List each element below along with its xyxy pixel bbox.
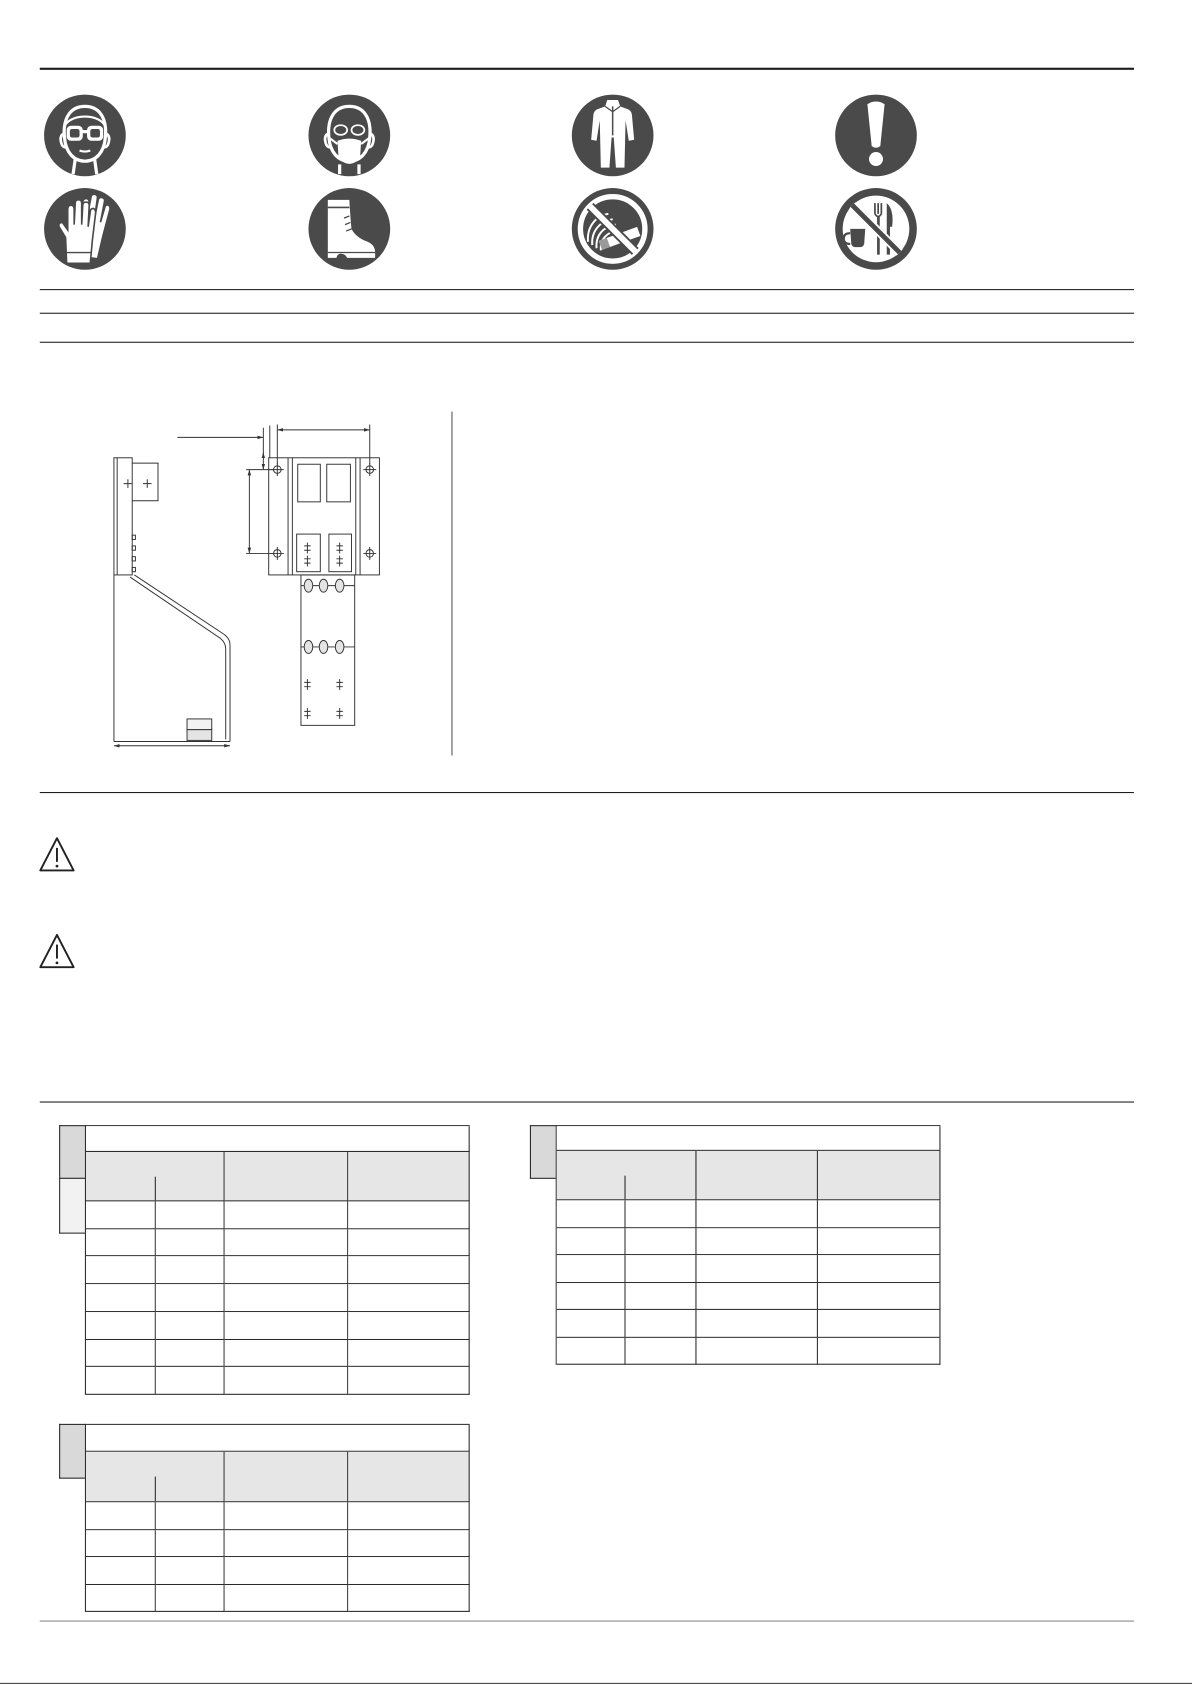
table-2 [556,1125,941,1365]
protective-suit-icon [572,95,654,177]
column-divider [451,412,452,756]
dimension-lines [114,424,370,745]
table-cell [557,1283,626,1310]
table-header-cell [348,1152,469,1201]
front-view [269,458,380,726]
table-cell [86,1229,156,1257]
table-cell [156,1257,225,1285]
footer-divider [40,1621,1134,1622]
table-header-cell [86,1152,225,1201]
table-cell [86,1257,156,1285]
table-cell [348,1367,469,1395]
table-cell [818,1228,941,1255]
safety-boots-icon [308,188,390,270]
table-cell [557,1255,626,1282]
section-divider [40,1101,1134,1102]
table-header-cell [225,1152,349,1201]
fastener-marks [304,543,343,719]
table-cell [626,1283,697,1310]
table-cell [86,1312,156,1340]
table-header-cell [818,1151,941,1200]
table-cell [348,1502,469,1529]
table-cell [225,1530,349,1557]
table-cell [86,1201,156,1229]
table-title [86,1425,470,1452]
table-cell [818,1200,941,1227]
section-divider [40,792,1134,793]
table-cell [348,1585,469,1612]
table-cell [696,1228,817,1255]
table-cell [225,1229,349,1257]
table-cell [225,1585,349,1612]
table-cell [86,1530,156,1557]
side-view [114,458,230,742]
section-divider [40,289,1134,290]
top-divider [40,68,1134,70]
table-3 [85,1424,470,1612]
exclamation-icon [835,95,917,177]
table-cell [225,1257,349,1285]
technical-drawing [102,406,424,755]
table-cell [696,1310,817,1337]
table-cell [156,1201,225,1229]
table-cell [348,1312,469,1340]
warning-triangle-icon [38,834,77,875]
table-cell [86,1284,156,1312]
table-cell [86,1340,156,1368]
safety-glasses-icon [44,95,126,177]
table-cell [156,1284,225,1312]
table-cell [348,1557,469,1584]
no-eating-drinking-icon [835,188,917,270]
table-cell [348,1340,469,1368]
table-cell [86,1367,156,1395]
table-cell [557,1310,626,1337]
section-divider [40,342,1134,343]
table-cell [156,1229,225,1257]
table-cell [818,1283,941,1310]
table-cell [818,1310,941,1337]
table-cell [348,1257,469,1285]
table-cell [225,1367,349,1395]
table-side-tab [59,1125,85,1179]
table-cell [86,1557,156,1584]
table-cell [557,1200,626,1227]
page-edge-line [0,1683,1192,1684]
table-cell [626,1310,697,1337]
table-cell [696,1337,817,1364]
table-cell [818,1255,941,1282]
table-cell [86,1585,156,1612]
table-cell [86,1502,156,1529]
table-cell [156,1585,225,1612]
protective-gloves-icon [44,188,126,270]
table-cell [156,1530,225,1557]
table-title [557,1126,941,1151]
table-side-tab [59,1424,85,1479]
table-cell [818,1337,941,1364]
table-cell [557,1228,626,1255]
table-header-cell [225,1452,349,1503]
table-cell [557,1337,626,1364]
table-header-cell [348,1452,469,1503]
warning-triangle-icon [38,931,77,972]
table-cell [348,1530,469,1557]
table-cell [225,1284,349,1312]
table-cell [225,1502,349,1529]
table-cell [225,1201,349,1229]
table-cell [156,1367,225,1395]
table-cell [156,1312,225,1340]
table-cell [626,1337,697,1364]
table-cell [225,1557,349,1584]
table-title [86,1126,470,1152]
table-header-cell [557,1151,697,1200]
respirator-mask-icon [308,95,390,177]
table-1 [85,1125,470,1395]
table-cell [156,1502,225,1529]
table-cell [696,1200,817,1227]
table-cell [626,1228,697,1255]
table-cell [156,1557,225,1584]
table-cell [156,1340,225,1368]
table-header-cell [696,1151,817,1200]
table-cell [348,1201,469,1229]
table-cell [225,1312,349,1340]
section-divider [40,313,1134,314]
table-cell [225,1340,349,1368]
table-cell [626,1255,697,1282]
table-side-tab [59,1178,85,1234]
table-cell [348,1229,469,1257]
table-side-tab [530,1125,556,1179]
table-cell [696,1255,817,1282]
ppe-pictograms [40,92,921,273]
table-cell [348,1284,469,1312]
table-cell [626,1200,697,1227]
table-header-cell [86,1452,225,1503]
no-smoking-icon [572,188,654,270]
bottom-plate [301,575,355,725]
table-cell [696,1283,817,1310]
